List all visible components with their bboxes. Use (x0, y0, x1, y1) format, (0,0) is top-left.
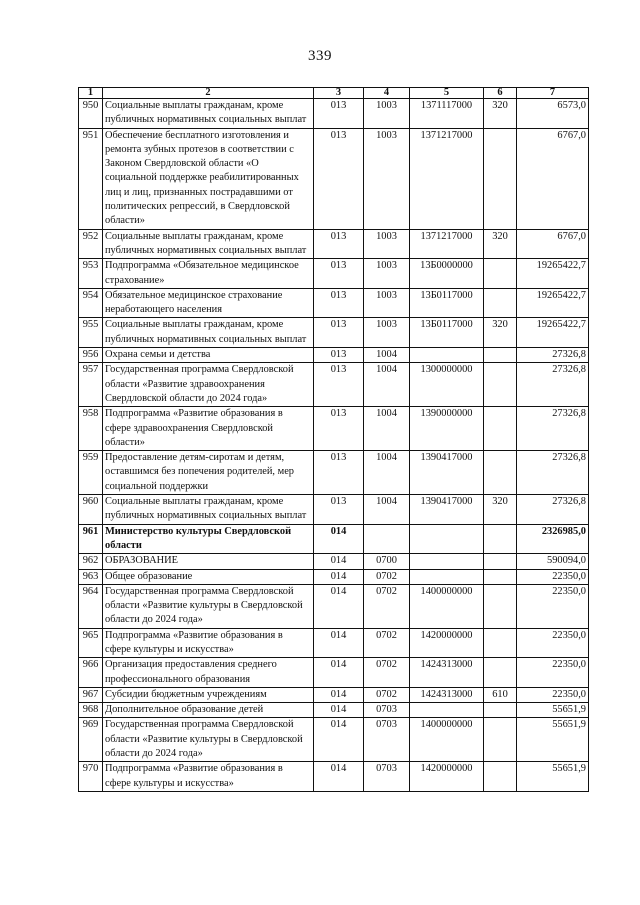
row-name: Государственная программа Свердловской области «Развитие здравоохранения Свердловской области до 2024 года» (103, 363, 314, 407)
table-row (79, 569, 589, 584)
row-expense-type: 320 (484, 318, 517, 348)
row-ministry-code: 013 (314, 318, 364, 348)
table-header-row (79, 88, 589, 99)
row-name: Государственная программа Свердловской области «Развитие культуры в Свердловской области до 2024 года» (103, 584, 314, 628)
row-target-code (410, 348, 484, 363)
row-ministry-code: 013 (314, 259, 364, 289)
row-name: Общее образование (103, 569, 314, 584)
row-name: Государственная программа Свердловской области «Развитие культуры в Свердловской области до 2024 года» (103, 718, 314, 762)
row-ministry-code: 014 (314, 718, 364, 762)
row-section-code: 0702 (364, 569, 410, 584)
budget-table (78, 87, 589, 792)
row-number: 969 (79, 718, 103, 762)
row-section-code (364, 524, 410, 554)
row-section-code: 0702 (364, 658, 410, 688)
row-section-code: 1003 (364, 259, 410, 289)
row-target-code (410, 703, 484, 718)
table-row (79, 99, 589, 129)
table-row (79, 288, 589, 318)
row-section-code: 1003 (364, 99, 410, 129)
row-target-code: 1371217000 (410, 229, 484, 259)
row-amount: 19265422,7 (517, 318, 589, 348)
row-ministry-code: 013 (314, 451, 364, 495)
row-expense-type (484, 407, 517, 451)
table-row (79, 554, 589, 569)
row-number: 963 (79, 569, 103, 584)
row-number: 956 (79, 348, 103, 363)
row-section-code: 1003 (364, 229, 410, 259)
row-target-code (410, 569, 484, 584)
row-expense-type: 320 (484, 229, 517, 259)
row-ministry-code: 013 (314, 229, 364, 259)
row-section-code: 0703 (364, 762, 410, 792)
row-target-code: 1300000000 (410, 363, 484, 407)
row-expense-type: 320 (484, 99, 517, 129)
row-section-code: 1003 (364, 288, 410, 318)
row-number: 960 (79, 495, 103, 525)
row-ministry-code: 014 (314, 658, 364, 688)
row-number: 959 (79, 451, 103, 495)
row-number: 958 (79, 407, 103, 451)
row-expense-type (484, 554, 517, 569)
row-expense-type (484, 628, 517, 658)
row-section-code: 0703 (364, 718, 410, 762)
row-name: Подпрограмма «Развитие образования в сфере здравоохранения Свердловской области» (103, 407, 314, 451)
row-expense-type (484, 451, 517, 495)
row-name: Министерство культуры Свердловской области (103, 524, 314, 554)
row-name: Предоставление детям-сиротам и детям, оставшимся без попечения родителей, мер социальной поддержки (103, 451, 314, 495)
row-ministry-code: 014 (314, 703, 364, 718)
row-ministry-code: 013 (314, 407, 364, 451)
row-target-code: 1420000000 (410, 762, 484, 792)
row-name: ОБРАЗОВАНИЕ (103, 554, 314, 569)
row-target-code: 13Б0117000 (410, 318, 484, 348)
row-name: Подпрограмма «Обязательное медицинское страхование» (103, 259, 314, 289)
row-target-code (410, 554, 484, 569)
row-amount: 22350,0 (517, 658, 589, 688)
table-row (79, 259, 589, 289)
row-target-code: 1390417000 (410, 451, 484, 495)
row-amount: 27326,8 (517, 363, 589, 407)
row-section-code: 0702 (364, 628, 410, 658)
row-section-code: 0700 (364, 554, 410, 569)
table-body (79, 99, 589, 792)
row-number: 968 (79, 703, 103, 718)
row-target-code: 1400000000 (410, 584, 484, 628)
row-expense-type (484, 658, 517, 688)
table-row (79, 363, 589, 407)
row-number: 951 (79, 128, 103, 229)
row-target-code: 1420000000 (410, 628, 484, 658)
row-amount: 27326,8 (517, 407, 589, 451)
row-ministry-code: 014 (314, 762, 364, 792)
row-target-code: 13Б0117000 (410, 288, 484, 318)
row-number: 950 (79, 99, 103, 129)
row-target-code: 1424313000 (410, 658, 484, 688)
row-ministry-code: 013 (314, 495, 364, 525)
row-amount: 55651,9 (517, 762, 589, 792)
row-name: Субсидии бюджетным учреждениям (103, 687, 314, 702)
row-number: 964 (79, 584, 103, 628)
row-number: 962 (79, 554, 103, 569)
row-ministry-code: 013 (314, 99, 364, 129)
header-col-3: 3 (314, 88, 364, 99)
row-expense-type (484, 703, 517, 718)
row-number: 955 (79, 318, 103, 348)
table-row (79, 128, 589, 229)
row-ministry-code: 013 (314, 288, 364, 318)
table-row (79, 703, 589, 718)
row-expense-type (484, 584, 517, 628)
row-ministry-code: 014 (314, 628, 364, 658)
row-ministry-code: 014 (314, 687, 364, 702)
row-expense-type (484, 363, 517, 407)
row-section-code: 0703 (364, 703, 410, 718)
table-row (79, 348, 589, 363)
row-number: 957 (79, 363, 103, 407)
row-number: 966 (79, 658, 103, 688)
row-expense-type (484, 348, 517, 363)
row-amount: 22350,0 (517, 687, 589, 702)
row-number: 965 (79, 628, 103, 658)
table-row (79, 762, 589, 792)
row-section-code: 0702 (364, 687, 410, 702)
row-ministry-code: 014 (314, 569, 364, 584)
row-ministry-code: 014 (314, 584, 364, 628)
row-target-code: 13Б0000000 (410, 259, 484, 289)
row-amount: 55651,9 (517, 718, 589, 762)
row-number: 953 (79, 259, 103, 289)
row-name: Подпрограмма «Развитие образования в сфере культуры и искусства» (103, 762, 314, 792)
header-col-6: 6 (484, 88, 517, 99)
table-row (79, 495, 589, 525)
table-row (79, 318, 589, 348)
table-row (79, 524, 589, 554)
row-amount: 27326,8 (517, 451, 589, 495)
row-expense-type (484, 288, 517, 318)
row-number: 952 (79, 229, 103, 259)
row-target-code: 1390417000 (410, 495, 484, 525)
row-expense-type (484, 524, 517, 554)
row-amount: 22350,0 (517, 584, 589, 628)
row-section-code: 1003 (364, 318, 410, 348)
row-target-code: 1390000000 (410, 407, 484, 451)
row-name: Обязательное медицинское страхование неработающего населения (103, 288, 314, 318)
header-col-4: 4 (364, 88, 410, 99)
row-expense-type (484, 259, 517, 289)
table-row (79, 407, 589, 451)
row-name: Социальные выплаты гражданам, кроме публичных нормативных социальных выплат (103, 229, 314, 259)
row-amount: 590094,0 (517, 554, 589, 569)
table-row (79, 628, 589, 658)
row-name: Социальные выплаты гражданам, кроме публичных нормативных социальных выплат (103, 99, 314, 129)
header-col-2: 2 (103, 88, 314, 99)
row-target-code: 1400000000 (410, 718, 484, 762)
row-amount: 6767,0 (517, 229, 589, 259)
row-ministry-code: 013 (314, 128, 364, 229)
row-ministry-code: 013 (314, 363, 364, 407)
row-target-code: 1371117000 (410, 99, 484, 129)
row-number: 967 (79, 687, 103, 702)
row-expense-type: 610 (484, 687, 517, 702)
row-section-code: 0702 (364, 584, 410, 628)
row-amount: 27326,8 (517, 495, 589, 525)
row-ministry-code: 013 (314, 348, 364, 363)
row-name: Обеспечение бесплатного изготовления и ремонта зубных протезов в соответствии с Законом Свердловской области «О социальной поддержке реабилитированных лиц и лиц, признанных пострадавшими от политических репрессий, в Свердловской области» (103, 128, 314, 229)
header-col-5: 5 (410, 88, 484, 99)
row-name: Подпрограмма «Развитие образования в сфере культуры и искусства» (103, 628, 314, 658)
row-amount: 2326985,0 (517, 524, 589, 554)
table-row (79, 687, 589, 702)
row-amount: 6573,0 (517, 99, 589, 129)
row-name: Организация предоставления среднего профессионального образования (103, 658, 314, 688)
header-col-1: 1 (79, 88, 103, 99)
row-amount: 19265422,7 (517, 259, 589, 289)
row-amount: 19265422,7 (517, 288, 589, 318)
row-amount: 22350,0 (517, 628, 589, 658)
table-row (79, 451, 589, 495)
row-expense-type (484, 762, 517, 792)
row-target-code (410, 524, 484, 554)
row-expense-type (484, 718, 517, 762)
row-section-code: 1004 (364, 348, 410, 363)
header-col-7: 7 (517, 88, 589, 99)
row-ministry-code: 014 (314, 524, 364, 554)
row-expense-type (484, 569, 517, 584)
row-section-code: 1004 (364, 363, 410, 407)
row-number: 970 (79, 762, 103, 792)
row-ministry-code: 014 (314, 554, 364, 569)
row-section-code: 1003 (364, 128, 410, 229)
row-amount: 55651,9 (517, 703, 589, 718)
table-row (79, 718, 589, 762)
row-name: Дополнительное образование детей (103, 703, 314, 718)
row-section-code: 1004 (364, 495, 410, 525)
row-number: 961 (79, 524, 103, 554)
row-number: 954 (79, 288, 103, 318)
row-amount: 6767,0 (517, 128, 589, 229)
row-expense-type: 320 (484, 495, 517, 525)
page-number: 339 (308, 48, 332, 64)
row-target-code: 1424313000 (410, 687, 484, 702)
row-expense-type (484, 128, 517, 229)
row-section-code: 1004 (364, 451, 410, 495)
row-target-code: 1371217000 (410, 128, 484, 229)
table-row (79, 658, 589, 688)
row-amount: 22350,0 (517, 569, 589, 584)
row-name: Социальные выплаты гражданам, кроме публичных нормативных социальных выплат (103, 318, 314, 348)
table-row (79, 584, 589, 628)
row-amount: 27326,8 (517, 348, 589, 363)
row-name: Охрана семьи и детства (103, 348, 314, 363)
table-row (79, 229, 589, 259)
row-section-code: 1004 (364, 407, 410, 451)
row-name: Социальные выплаты гражданам, кроме публичных нормативных социальных выплат (103, 495, 314, 525)
